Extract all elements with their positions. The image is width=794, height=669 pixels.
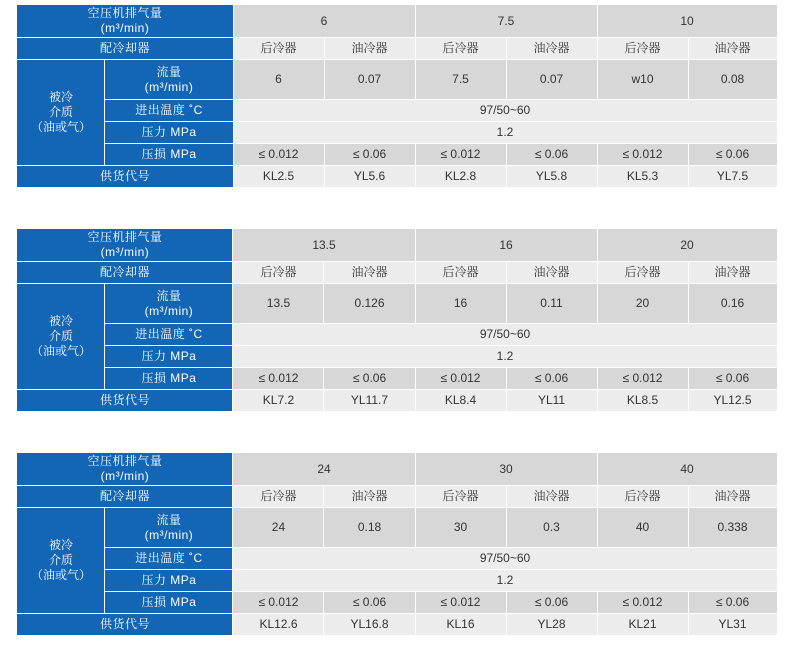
medium-label	[17, 284, 105, 390]
pressure-value: 1.2	[233, 570, 777, 592]
cooler-type: 油冷器	[506, 262, 597, 284]
loss-label: 压损 MPa	[105, 368, 233, 390]
temp-value: 97/50~60	[233, 100, 777, 122]
flow-value: 30	[415, 508, 506, 548]
cooler-type: 后冷器	[597, 486, 688, 508]
discharge-value: 16	[415, 229, 597, 262]
table-row	[17, 453, 777, 486]
loss-value: ≤ 0.06	[688, 592, 777, 614]
cooler-type: 后冷器	[233, 38, 324, 60]
cooler-type: 后冷器	[415, 38, 506, 60]
code-value: KL21	[597, 614, 688, 636]
temp-label: 进出温度 ˚C	[105, 548, 233, 570]
code-value: KL12.6	[233, 614, 324, 636]
pressure-label: 压力 MPa	[105, 570, 233, 592]
cooler-type: 后冷器	[597, 38, 688, 60]
loss-value: ≤ 0.012	[233, 144, 324, 166]
medium-label-line: （油或气）	[30, 120, 91, 134]
code-value: KL8.5	[597, 390, 688, 412]
discharge-value: 20	[597, 229, 777, 262]
medium-label-line: 介质	[48, 553, 73, 567]
loss-value: ≤ 0.012	[233, 592, 324, 614]
discharge-value: 6	[233, 5, 415, 38]
pressure-value: 1.2	[233, 122, 777, 144]
loss-value: ≤ 0.012	[233, 368, 324, 390]
flow-label: 流量 (m³/min)	[105, 284, 233, 324]
pressure-value: 1.2	[233, 346, 777, 368]
flow-value: 0.07	[506, 60, 597, 100]
flow-value: 0.18	[324, 508, 415, 548]
loss-value: ≤ 0.06	[506, 368, 597, 390]
discharge-value: 7.5	[415, 5, 597, 38]
flow-value: 24	[233, 508, 324, 548]
discharge-label: 空压机排气量	[87, 454, 163, 468]
discharge-unit: (m³/min)	[100, 21, 150, 35]
code-value: KL5.3	[597, 166, 688, 188]
loss-value: ≤ 0.06	[324, 144, 415, 166]
flow-value: 7.5	[415, 60, 506, 100]
table-row	[17, 486, 777, 508]
flow-value: 13.5	[233, 284, 324, 324]
temp-value: 97/50~60	[233, 324, 777, 346]
table-row	[17, 324, 777, 346]
discharge-label: 空压机排气量	[87, 230, 163, 244]
temp-value: 97/50~60	[233, 548, 777, 570]
loss-value: ≤ 0.06	[688, 144, 777, 166]
table-row	[17, 144, 777, 166]
loss-value: ≤ 0.06	[506, 144, 597, 166]
flow-value: 0.07	[324, 60, 415, 100]
flow-value: 0.338	[688, 508, 777, 548]
cooler-type: 后冷器	[597, 262, 688, 284]
cooler-type: 油冷器	[324, 262, 415, 284]
table-row	[17, 122, 777, 144]
code-value: YL11	[506, 390, 597, 412]
table-row	[17, 38, 777, 60]
cooler-type: 油冷器	[688, 486, 777, 508]
table-row	[17, 262, 777, 284]
loss-value: ≤ 0.012	[597, 592, 688, 614]
flow-label: 流量 (m³/min)	[105, 60, 233, 100]
table-row	[17, 5, 777, 38]
table-row	[17, 592, 777, 614]
loss-label: 压损 MPa	[105, 592, 233, 614]
discharge-value: 24	[233, 453, 415, 486]
code-value: KL2.8	[415, 166, 506, 188]
code-label: 供货代号	[17, 614, 233, 636]
cooler-row-label: 配冷却器	[17, 486, 233, 508]
medium-label	[17, 508, 105, 614]
code-value: YL5.8	[506, 166, 597, 188]
table-row	[17, 368, 777, 390]
table-row	[17, 346, 777, 368]
table-row	[17, 229, 777, 262]
table-row	[17, 166, 777, 188]
code-value: YL11.7	[324, 390, 415, 412]
medium-label-line: 介质	[48, 329, 73, 343]
discharge-value: 40	[597, 453, 777, 486]
medium-label-line: 被冷	[48, 538, 73, 552]
flow-value: w10	[597, 60, 688, 100]
flow-label: 流量 (m³/min)	[105, 508, 233, 548]
cooler-type: 后冷器	[233, 486, 324, 508]
table-row	[17, 390, 777, 412]
flow-value: 0.08	[688, 60, 777, 100]
discharge-header	[17, 5, 233, 38]
pressure-label: 压力 MPa	[105, 122, 233, 144]
cooler-type: 后冷器	[415, 262, 506, 284]
cooler-type: 后冷器	[233, 262, 324, 284]
medium-label-line: 介质	[48, 105, 73, 119]
medium-label-line: （油或气）	[30, 568, 91, 582]
cooler-type: 油冷器	[688, 38, 777, 60]
loss-value: ≤ 0.012	[597, 368, 688, 390]
cooler-type: 后冷器	[415, 486, 506, 508]
discharge-header	[17, 453, 233, 486]
loss-value: ≤ 0.012	[415, 144, 506, 166]
code-value: YL5.6	[324, 166, 415, 188]
loss-value: ≤ 0.06	[324, 592, 415, 614]
cooler-type: 油冷器	[324, 38, 415, 60]
code-label: 供货代号	[17, 390, 233, 412]
discharge-unit: (m³/min)	[100, 469, 150, 483]
discharge-value: 30	[415, 453, 597, 486]
temp-label: 进出温度 ˚C	[105, 100, 233, 122]
table-row	[17, 284, 777, 324]
loss-value: ≤ 0.06	[324, 368, 415, 390]
cooler-type: 油冷器	[506, 38, 597, 60]
code-value: KL2.5	[233, 166, 324, 188]
flow-value: 6	[233, 60, 324, 100]
code-value: YL16.8	[324, 614, 415, 636]
table-row	[17, 548, 777, 570]
code-value: KL16	[415, 614, 506, 636]
discharge-unit: (m³/min)	[100, 245, 150, 259]
medium-label-line: 被冷	[48, 90, 73, 104]
flow-value: 16	[415, 284, 506, 324]
code-value: KL8.4	[415, 390, 506, 412]
loss-value: ≤ 0.012	[415, 592, 506, 614]
discharge-header	[17, 229, 233, 262]
cooler-type: 油冷器	[324, 486, 415, 508]
code-label: 供货代号	[17, 166, 233, 188]
cooler-row-label: 配冷却器	[17, 262, 233, 284]
table-row	[17, 60, 777, 100]
cooler-row-label: 配冷却器	[17, 38, 233, 60]
code-value: YL31	[688, 614, 777, 636]
loss-value: ≤ 0.012	[597, 144, 688, 166]
code-value: YL12.5	[688, 390, 777, 412]
medium-label	[17, 60, 105, 166]
flow-value: 0.126	[324, 284, 415, 324]
cooler-type: 油冷器	[506, 486, 597, 508]
medium-label-line: （油或气）	[30, 344, 91, 358]
temp-label: 进出温度 ˚C	[105, 324, 233, 346]
table-row	[17, 508, 777, 548]
code-value: YL7.5	[688, 166, 777, 188]
flow-value: 40	[597, 508, 688, 548]
medium-label-line: 被冷	[48, 314, 73, 328]
loss-value: ≤ 0.012	[415, 368, 506, 390]
loss-value: ≤ 0.06	[688, 368, 777, 390]
spec-table-1	[16, 4, 777, 188]
discharge-value: 10	[597, 5, 777, 38]
flow-value: 0.3	[506, 508, 597, 548]
flow-value: 0.16	[688, 284, 777, 324]
flow-value: 20	[597, 284, 688, 324]
code-value: YL28	[506, 614, 597, 636]
code-value: KL7.2	[233, 390, 324, 412]
table-row	[17, 614, 777, 636]
table-row	[17, 570, 777, 592]
table-row	[17, 100, 777, 122]
pressure-label: 压力 MPa	[105, 346, 233, 368]
discharge-value: 13.5	[233, 229, 415, 262]
spec-table-3	[16, 452, 777, 636]
cooler-type: 油冷器	[688, 262, 777, 284]
loss-label: 压损 MPa	[105, 144, 233, 166]
spec-table-2	[16, 228, 777, 412]
flow-value: 0.11	[506, 284, 597, 324]
loss-value: ≤ 0.06	[506, 592, 597, 614]
discharge-label: 空压机排气量	[87, 6, 163, 20]
